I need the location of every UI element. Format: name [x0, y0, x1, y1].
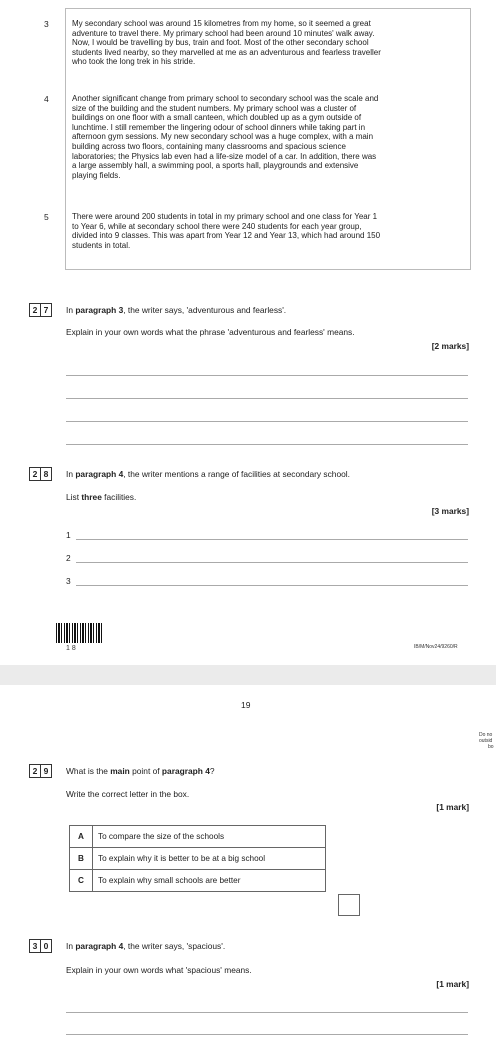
- options-table: [69, 825, 326, 892]
- question-digit: 9: [43, 766, 49, 776]
- question-digit: 8: [43, 469, 49, 479]
- question-digit: 2: [30, 304, 41, 316]
- emphasis: three: [81, 492, 102, 502]
- option-letter: C: [70, 870, 93, 892]
- option-row: [70, 870, 326, 892]
- answer-line[interactable]: [66, 444, 468, 445]
- text-line: students in total.: [72, 240, 131, 250]
- question-30-instruction: Explain in your own words what 'spacious' means.: [66, 965, 252, 975]
- option-text: To compare the size of the schools: [93, 826, 326, 848]
- answer-line[interactable]: [66, 375, 468, 376]
- paragraph-number: 5: [44, 212, 49, 222]
- exam-page-2: [0, 685, 496, 1060]
- text-line: My secondary school was around 15 kilometres from my home, so it seemed a great: [72, 19, 371, 28]
- answer-line[interactable]: [66, 421, 468, 422]
- text-line: who took the long trek in his stride.: [72, 57, 196, 67]
- marks-label: [2 marks]: [431, 341, 469, 351]
- paper-code: IB/M/Nov24/9260/R: [414, 644, 458, 650]
- question-30-prompt: In paragraph 4, the writer says, 'spacious'.: [66, 941, 226, 951]
- option-letter: B: [70, 848, 93, 870]
- option-row: [70, 848, 326, 870]
- answer-line[interactable]: [76, 585, 468, 586]
- text-line: laboratories; the Physics lab even had a life-size model of a car. In addition, there was: [72, 151, 377, 161]
- option-text: To explain why it is better to be at a big school: [93, 848, 326, 870]
- paragraph-number: 3: [44, 19, 49, 29]
- question-number-box: [29, 303, 52, 317]
- question-28-prompt: In paragraph 4, the writer mentions a range of facilities at secondary school.: [66, 469, 350, 479]
- option-letter: A: [70, 826, 93, 848]
- question-number-box: [29, 467, 52, 481]
- text-line: There were around 200 students in total in my primary school and one class for Year 1: [72, 212, 378, 221]
- question-digit: 0: [43, 941, 49, 951]
- emphasis: paragraph 4: [75, 469, 124, 479]
- text-line: lunchtime. I still remember the lingering odour of school dinners while taking part in: [72, 122, 366, 132]
- page-separator: [0, 665, 496, 685]
- question-29-prompt: What is the main point of paragraph 4?: [66, 766, 215, 776]
- question-digit: 7: [43, 305, 49, 315]
- text-line: students lived nearby, so they marvelled at me as an adventurous and fearless traveller: [72, 47, 381, 57]
- question-digit: 2: [30, 765, 41, 777]
- text-line: divided into 9 classes. This was apart from Year 12 and Year 13, which had around 150: [72, 231, 381, 241]
- question-29-instruction: Write the correct letter in the box.: [66, 789, 190, 799]
- emphasis: paragraph 4: [75, 941, 124, 951]
- text-line: Now, I would be travelling by bus, train and foot. Most of the other secondary school: [72, 38, 369, 48]
- text-line: size of the building and the student numbers. My primary school was a cluster of: [72, 103, 357, 113]
- option-text: To explain why small schools are better: [93, 870, 326, 892]
- marks-label: [3 marks]: [431, 506, 469, 516]
- question-27-prompt: In paragraph 3, the writer says, 'adventurous and fearless'.: [66, 305, 287, 315]
- barcode-number: 1 8: [66, 645, 76, 652]
- question-number-box: [29, 939, 52, 953]
- emphasis: paragraph 3: [75, 305, 124, 315]
- page-number: 19: [241, 700, 251, 710]
- answer-line[interactable]: [66, 398, 468, 399]
- list-item-number: 2: [66, 553, 71, 563]
- list-item-number: 3: [66, 576, 71, 586]
- answer-line[interactable]: [76, 562, 468, 563]
- text-line: a large assembly hall, a swimming pool, a sports hall, playgrounds and extensive: [72, 161, 359, 171]
- answer-line[interactable]: [66, 1034, 468, 1035]
- question-27-instruction: Explain in your own words what the phrase 'adventurous and fearless' means.: [66, 327, 355, 337]
- barcode-image: [56, 623, 104, 643]
- paragraph-number: 4: [44, 94, 49, 104]
- question-28-instruction: List three facilities.: [66, 492, 137, 502]
- text-line: playing fields.: [72, 170, 121, 180]
- question-digit: 3: [30, 940, 41, 952]
- text-line: adventure to travel there. My primary school had been around 10 minutes' walk away.: [72, 28, 375, 38]
- marks-label: [1 mark]: [436, 979, 469, 989]
- emphasis: paragraph 4: [161, 766, 210, 776]
- question-number-box: [29, 764, 52, 778]
- paragraph-4: [72, 94, 464, 180]
- text-line: afternoon gym sessions. My new secondary school was a huge complex, with a main: [72, 132, 374, 142]
- margin-note: Do no outsid bo: [479, 732, 494, 750]
- answer-line[interactable]: [66, 1012, 468, 1013]
- text-line: Another significant change from primary school to secondary school was the scale and: [72, 94, 379, 103]
- marks-label: [1 mark]: [436, 802, 469, 812]
- question-digit: 2: [30, 468, 41, 480]
- emphasis: main: [110, 766, 130, 776]
- answer-line[interactable]: [76, 539, 468, 540]
- list-item-number: 1: [66, 530, 71, 540]
- text-line: buildings on one floor with a small canteen, which doubled up as a gym outside of: [72, 113, 362, 123]
- paragraph-5: [72, 212, 464, 250]
- option-row: [70, 826, 326, 848]
- text-line: building across two floors, containing many classrooms and spacious science: [72, 141, 346, 151]
- text-line: to Year 6, while at secondary school there were 240 students for each year group,: [72, 221, 362, 231]
- paragraph-3: [72, 19, 464, 67]
- answer-box[interactable]: [338, 894, 360, 916]
